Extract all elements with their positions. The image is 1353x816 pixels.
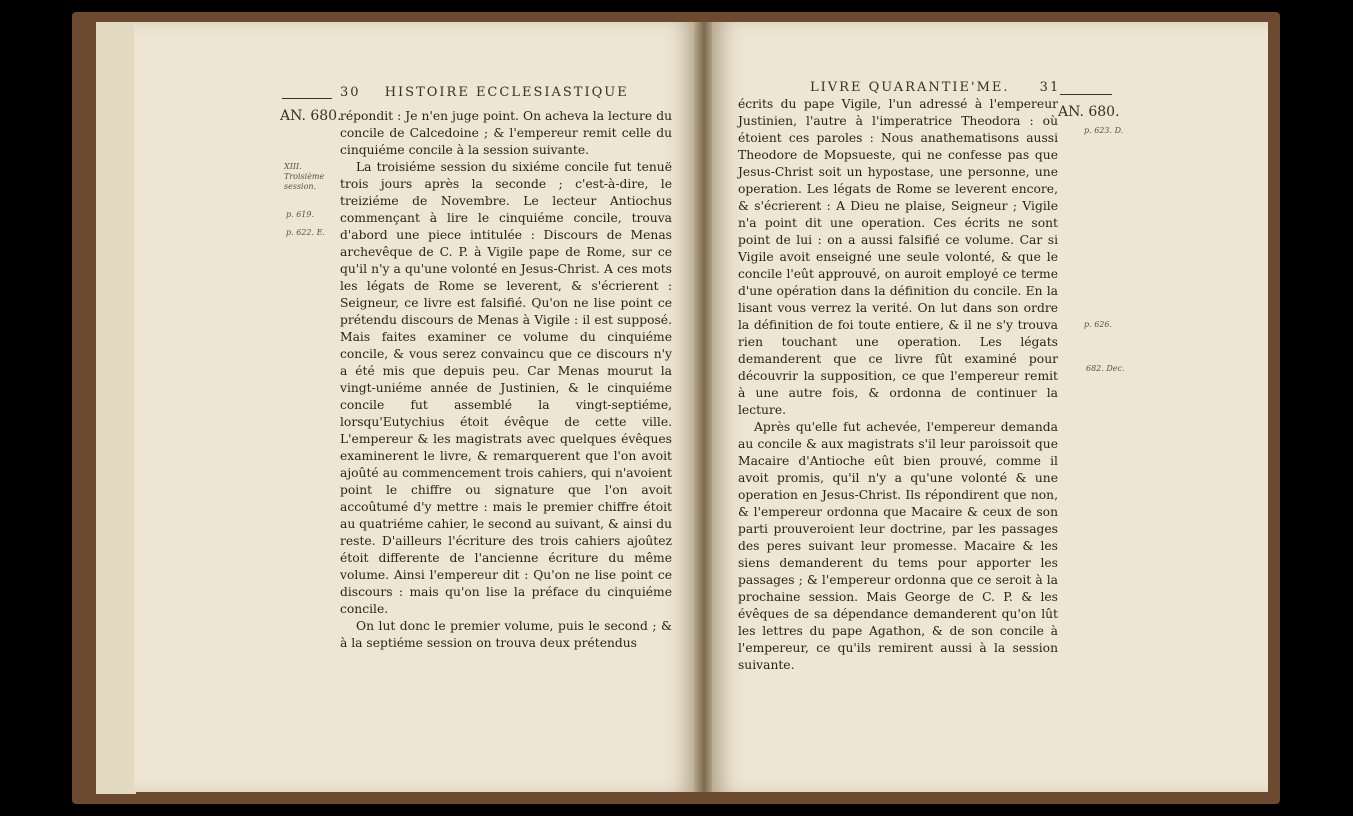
book-gutter xyxy=(694,22,714,792)
left-page xyxy=(134,22,696,792)
right-page xyxy=(712,22,1268,792)
left-side-ref: p. 619. xyxy=(286,210,315,219)
paragraph: écrits du pape Vigile, l'un adressé à l'empereur Justinien, l'autre à l'imperatrice Theodora : où étoient ces paroles : Nous anathematisons aussi Theodore de Mopsueste, qui ne confesse pas que Jesus-Christ soit un hypostase, une personne, une operation. Les légats de Rome se leverent encore, & s'écrierent : A Dieu ne plaise, Seigneur ; Vigile n'a point dit une operation. Ces écrits ne sont point de lui : on a aussi falsifié ce volume. Car si Vigile avoit enseigné une seule volonté, & que le concile l'eût approuvé, on auroit employé ce terme d'une opération dans la définition du concile. En la lisant vous verrez la verité. On lut dans son ordre la définition de foi toute entiere, & il ne s'y trouva rien touchant une operation. Les légats demanderent que ce livre fût examiné pour découvrir la supposition, ce que l'empereur remit à une autre fois, & ordonna de continuer la lecture. xyxy=(738,97,1058,417)
left-running-head: HISTOIRE ECCLESIASTIQUE xyxy=(384,85,629,100)
right-year-label: AN. 680. xyxy=(1058,104,1120,120)
page-stack-edge xyxy=(96,22,136,794)
right-side-ref: p. 623. D. xyxy=(1084,126,1124,135)
left-page-header xyxy=(340,85,629,100)
paragraph: répondit : Je n'en juge point. On acheva la lecture du concile de Calcedoine ; & l'empereur remit celle du cinquiéme concile à la session suivante. xyxy=(340,109,672,157)
right-page-number: 31 xyxy=(1039,80,1061,95)
right-running-head: LIVRE QUARANTIE'ME. xyxy=(810,80,1010,95)
left-side-ref: p. 622. E. xyxy=(286,228,325,237)
paragraph: Après qu'elle fut achevée, l'empereur demanda au concile & aux magistrats s'il leur paroissoit que Macaire d'Antioche eût bien prouvé, comme il avoit promis, qu'il n'y a qu'une volonté & une operation en Jesus-Christ. Ils répondirent que non, & l'empereur ordonna que Macaire & ceux de son parti prouveroient leur doctrine, par les passages des peres suivant leur promesse. Macaire & les siens demanderent du tems pour apporter les passages ; & l'empereur ordonna que ce seroit à la prochaine session. Mais George de C. P. & les évêques de sa dépendance demanderent qu'on lût les lettres du pape Agathon, & de son concile à l'empereur, ce qu'ils remirent aussi à la session suivante. xyxy=(738,420,1058,672)
paragraph: On lut donc le premier volume, puis le second ; & à la septiéme session on trouva deux prétendus xyxy=(340,619,672,650)
paragraph: La troisiéme session du sixiéme concile fut tenuë trois jours après la seconde ; c'est-à-dire, le treiziéme de Novembre. Le lecteur Antiochus commençant à lire le cinquiéme concile, trouva d'abord une piece intitulée : Discours de Menas archevêque de C. P. à Vigile pape de Rome, sur ce qu'il n'y a qu'une volonté en Jesus-Christ. A ces mots les légats de Rome se leverent, & s'écrierent : Seigneur, ce livre est falsifié. Qu'on ne lise point ce prétendu discours de Menas à Vigile : il est supposé. Mais faites examiner ce volume du cinquiéme concile, & vous serez convaincu que ce discours n'y a été mis que depuis peu. Car Menas mourut la vingt-uniéme année de Justinien, & le cinquiéme concile fut assemblé la vingt-septiéme, lorsqu'Eutychius étoit évêque de cette ville. L'empereur & les magistrats avec quelques évêques examinerent le livre, & remarquerent que l'on avoit ajoûté au commencement trois cahiers, qui n'avoient point le chiffre ou signature que l'on avoit accoûtumé d'y mettre : mais le premier chiffre étoit au quatriéme cahier, le second au suivant, & ainsi du reste. D'ailleurs l'écriture des trois cahiers ajoûtez étoit differente de l'ancienne écriture du même volume. Ainsi l'empereur dit : Qu'on ne lise point ce discours : mais qu'on lise la préface du cinquiéme concile. xyxy=(340,160,672,616)
section-number: XIII. xyxy=(284,162,302,171)
section-title: Troisième session. xyxy=(284,172,325,191)
left-year-label: AN. 680. xyxy=(280,108,342,124)
left-page-number: 30 xyxy=(340,85,361,100)
right-body-text xyxy=(738,96,1058,674)
year-rule xyxy=(282,98,332,99)
year-rule xyxy=(1060,94,1112,95)
right-side-ref: 682. Dec. xyxy=(1086,364,1125,373)
left-body-text xyxy=(340,108,672,652)
section-note xyxy=(284,162,336,192)
right-page-header xyxy=(810,80,1060,95)
right-side-ref: p. 626. xyxy=(1084,320,1113,329)
